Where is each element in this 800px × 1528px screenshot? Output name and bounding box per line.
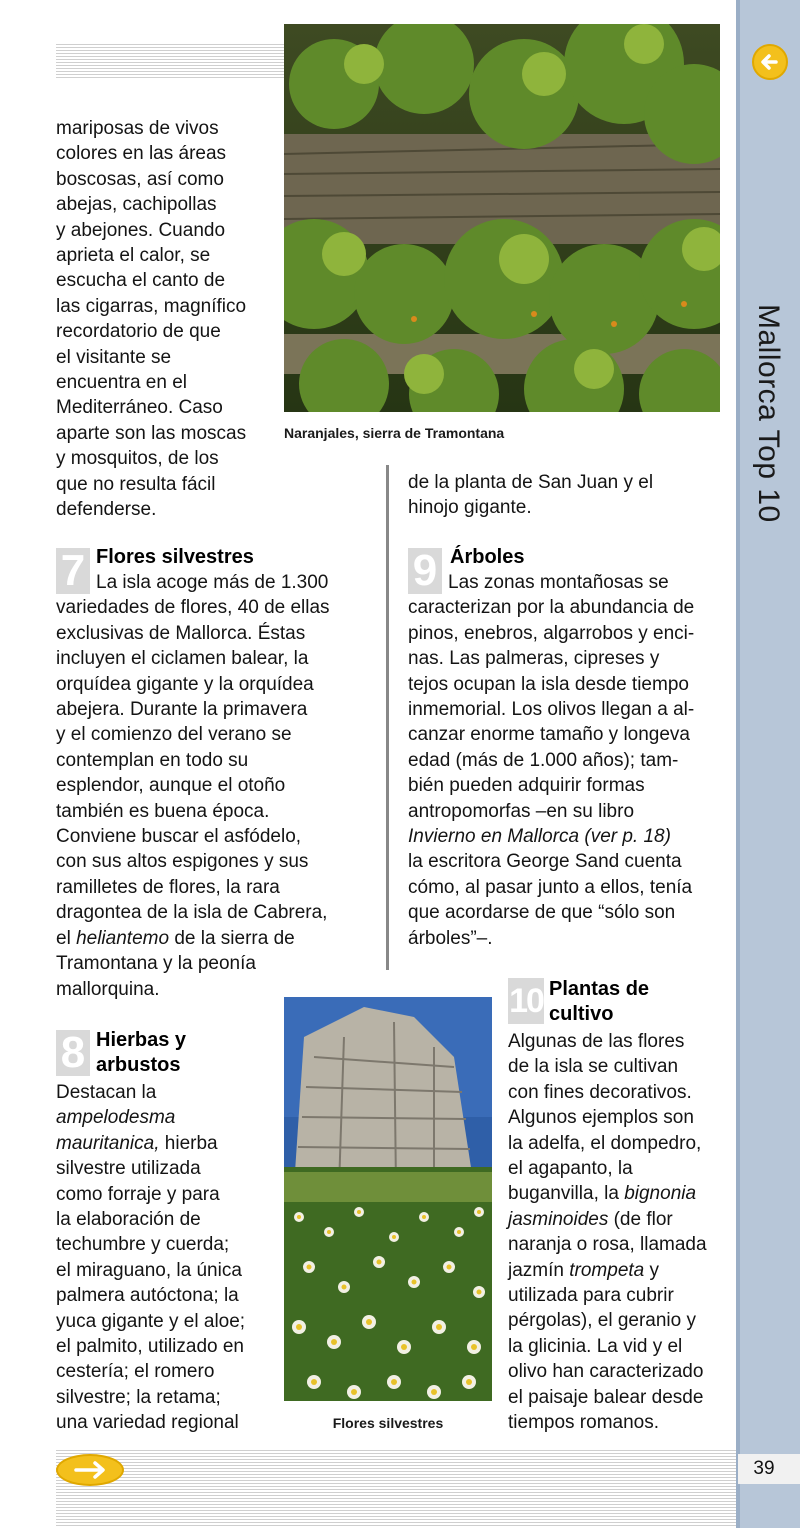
text-line: y mosquitos, de los: [56, 448, 219, 470]
section-10-text: [508, 1029, 736, 1436]
text-line: contemplan en todo su: [56, 749, 249, 771]
text-line: y el comienzo del verano se: [56, 724, 292, 746]
text-line: La isla acoge más de 1.300: [96, 572, 329, 593]
top-photo-caption: Naranjales, sierra de Tramontana: [284, 425, 505, 441]
text-line: la escritora George Sand cuenta: [408, 851, 682, 873]
right-intro-text: [408, 470, 728, 521]
text-line: la adelfa, el dompedro,: [508, 1132, 702, 1154]
text-line: las cigarras, magnífico: [56, 295, 247, 317]
text-line: exclusivas de Mallorca. Éstas: [56, 622, 306, 644]
text-line: [56, 926, 386, 951]
text-line: Tramontana y la peonía: [56, 953, 256, 975]
text-line: hinojo gigante.: [408, 497, 532, 519]
text-line: [56, 1105, 281, 1130]
text-line: Conviene buscar el asfódelo,: [56, 826, 302, 848]
text-line: olivo han caracterizado: [508, 1361, 704, 1383]
text-line: con fines decorativos.: [508, 1081, 692, 1103]
text-line: con sus altos espigones y sus: [56, 851, 309, 873]
text-line: abejas, cachipollas: [56, 194, 217, 216]
sidebar-edge: [736, 0, 740, 1528]
text-line: la glicinia. La vid y el: [508, 1335, 683, 1357]
text-line: inmemorial. Los olivos llegan a al-: [408, 699, 695, 721]
text-line: aprieta el calor, se: [56, 245, 211, 267]
text-line: defenderse.: [56, 499, 157, 521]
text-line: también es buena época.: [56, 800, 270, 822]
text-line: incluyen el ciclamen balear, la: [56, 648, 309, 670]
text-line: boscosas, así como: [56, 168, 224, 190]
text-line: y abejones. Cuando: [56, 219, 226, 241]
text-line: [56, 1131, 281, 1156]
text-line: el palmito, utilizado en: [56, 1336, 244, 1358]
text-line: dragontea de la isla de Cabrera,: [56, 902, 328, 924]
section-title-flores: Flores silvestres: [96, 546, 254, 568]
text-fragment: y: [649, 1259, 660, 1281]
section-8-text: [56, 1080, 281, 1436]
text-line: colores en las áreas: [56, 143, 227, 165]
text-line: de la planta de San Juan y el: [408, 472, 654, 493]
text-line: techumbre y cuerda;: [56, 1234, 230, 1256]
text-line: como forraje y para: [56, 1183, 220, 1205]
text-line: variedades de flores, 40 de ellas: [56, 597, 330, 619]
text-line: que acordarse de que “sólo son: [408, 902, 676, 924]
section-title-vertical: Mallorca Top 10: [752, 304, 785, 523]
text-line: cestería; el romero: [56, 1361, 215, 1383]
text-line: Las zonas montañosas se: [448, 572, 669, 593]
text-line: Destacan la: [56, 1082, 157, 1103]
text-line: cómo, al pasar junto a ellos, tenía: [408, 876, 693, 898]
text-line: abejera. Durante la primavera: [56, 699, 308, 721]
text-line: mallorquina.: [56, 978, 160, 1000]
section-title-arboles: Árboles: [450, 546, 525, 568]
text-fragment-italic: bignonia: [624, 1183, 697, 1205]
section-7-text: [56, 570, 386, 1002]
text-line: antropomorfas –en su libro: [408, 800, 635, 822]
text-line: árboles”–.: [408, 927, 493, 949]
text-line: de la isla se cultivan: [508, 1056, 679, 1078]
text-line: el visitante se: [56, 346, 172, 368]
text-line: recordatorio de que: [56, 321, 221, 343]
text-line: tejos ocupan la isla desde tiempo: [408, 673, 689, 695]
text-line: palmera autóctona; la: [56, 1285, 239, 1307]
text-line: edad (más de 1.000 años); tam-: [408, 749, 679, 771]
text-fragment-italic: mauritanica,: [56, 1132, 160, 1154]
text-fragment-italic: heliantemo: [76, 927, 170, 949]
header-stripes: [56, 44, 284, 80]
text-line: el paisaje balear desde: [508, 1386, 704, 1408]
title-line: Plantas de: [549, 978, 650, 1000]
text-line: caracterizan por la abundancia de: [408, 597, 695, 619]
section-9-text: [408, 570, 733, 951]
text-line: [408, 824, 733, 849]
text-line: bién pueden adquirir formas: [408, 775, 645, 797]
text-fragment: (de flor: [613, 1208, 673, 1230]
sidebar: [736, 0, 800, 1528]
intro-text: [56, 116, 276, 523]
text-line: silvestre; la retama;: [56, 1386, 221, 1408]
text-line: utilizada para cubrir: [508, 1285, 674, 1307]
title-line: cultivo: [549, 1003, 614, 1025]
text-line: [508, 1181, 736, 1206]
text-fragment-italic: Invierno en Mallorca (ver p. 18): [408, 826, 671, 848]
text-line: silvestre utilizada: [56, 1158, 201, 1180]
text-fragment-italic: jasminoides: [508, 1208, 609, 1230]
next-arrow-icon[interactable]: [56, 1454, 124, 1486]
text-line: el miraguano, la única: [56, 1259, 242, 1281]
column-divider: [386, 465, 389, 970]
text-fragment: de la sierra de: [174, 927, 295, 949]
orange-grove-photo: [284, 24, 720, 412]
text-line: [508, 1207, 736, 1232]
text-line: que no resulta fácil: [56, 473, 216, 495]
wildflowers-tower-photo: [284, 997, 492, 1401]
section-number-9: 9: [408, 548, 442, 594]
text-fragment: el: [56, 927, 71, 949]
title-line: arbustos: [96, 1054, 181, 1076]
text-line: [508, 1258, 736, 1283]
text-line: mariposas de vivos: [56, 118, 219, 139]
text-line: una variedad regional: [56, 1412, 239, 1434]
text-line: ramilletes de flores, la rara: [56, 876, 280, 898]
text-line: pinos, enebros, algarrobos y enci-: [408, 622, 695, 644]
text-line: canzar enorme tamaño y longeva: [408, 724, 690, 746]
text-fragment-italic: trompeta: [569, 1259, 645, 1281]
text-line: Mediterráneo. Caso: [56, 397, 223, 419]
text-fragment: hierba: [164, 1132, 218, 1154]
section-number-10: 10: [508, 978, 544, 1024]
text-line: naranja o rosa, llamada: [508, 1234, 707, 1256]
text-line: yuca gigante y el aloe;: [56, 1310, 246, 1332]
text-fragment: buganvilla, la: [508, 1183, 619, 1205]
text-fragment-italic: ampelodesma: [56, 1107, 176, 1129]
bottom-photo-caption: Flores silvestres: [332, 1415, 444, 1431]
text-fragment: jazmín: [508, 1259, 564, 1281]
text-line: la elaboración de: [56, 1209, 201, 1231]
text-line: esplendor, aunque el otoño: [56, 775, 286, 797]
section-number-7: 7: [56, 548, 90, 594]
section-title-hierbas: [96, 1028, 186, 1078]
text-line: tiempos romanos.: [508, 1412, 660, 1434]
text-line: aparte son las moscas: [56, 422, 247, 444]
text-line: encuentra en el: [56, 372, 187, 394]
text-line: Algunos ejemplos son: [508, 1107, 694, 1129]
footer-stripes: [56, 1450, 736, 1528]
title-line: Hierbas y: [96, 1029, 187, 1051]
text-line: orquídea gigante y la orquídea: [56, 673, 314, 695]
text-line: pérgolas), el geranio y: [508, 1310, 696, 1332]
back-arrow-icon[interactable]: [752, 44, 788, 80]
section-title-plantas: [549, 977, 649, 1027]
text-line: escucha el canto de: [56, 270, 226, 292]
text-line: el agapanto, la: [508, 1158, 633, 1180]
page-number: 39: [753, 1458, 775, 1479]
text-line: Algunas de las flores: [508, 1031, 685, 1052]
text-line: nas. Las palmeras, cipreses y: [408, 648, 660, 670]
section-number-8: 8: [56, 1030, 90, 1076]
